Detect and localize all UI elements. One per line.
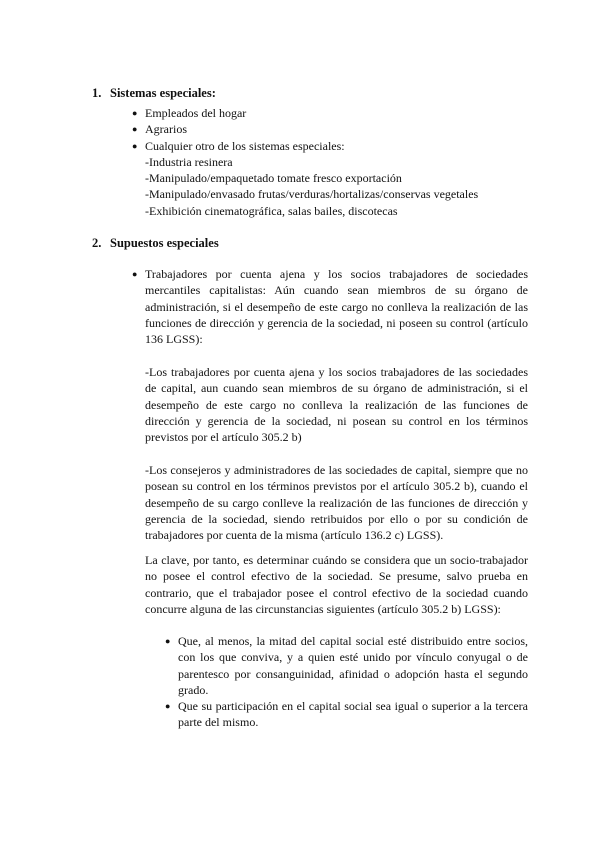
- list-item-text: Cualquier otro de los sistemas especiales:: [145, 138, 345, 153]
- bullet-icon: ●: [132, 140, 138, 151]
- paragraph: -Los consejeros y administradores de las sociedades de capital, siempre que no posean su control en los términos previstos por el artículo 305.2 b), cuando el desempeño de su cargo conlleve la realización de las funciones de dirección y gerencia de la sociedad, siendo retribuidos por ello o por su condición de trabajadores por cuenta de la misma (artículo 136.2 c) LGSS).: [145, 463, 528, 543]
- list-item: [165, 633, 528, 698]
- section-heading-2: [92, 235, 219, 251]
- bullet-paragraph: Trabajadores por cuenta ajena y los socios trabajadores de sociedades mercantiles capitalistas: Aún cuando sean miembros de su órgano de administración, si el desempeño de este cargo no conlleva la realización de las funciones de dirección y gerencia de la sociedad, ni poseen su control (artículo 136 LGSS):: [145, 267, 528, 347]
- list-item-text: Que su participación en el capital social sea igual o superior a la tercera parte del mismo.: [178, 699, 528, 730]
- heading-number: 1.: [92, 86, 102, 100]
- paragraph: -Los trabajadores por cuenta ajena y los socios trabajadores de las sociedades de capital, aun cuando sean miembros de su órgano de administración, si el desempeño de este cargo no conlleva la realización de las funciones de dirección y gerencia de la sociedad, ni posean su control en los términos previstos por el artículo 305.2 b): [145, 365, 528, 445]
- heading-number: 2.: [92, 236, 102, 250]
- list-item-text: Agrarios: [145, 122, 187, 137]
- bullet-icon: ●: [132, 269, 138, 279]
- list-item-text: Empleados del hogar: [145, 106, 247, 120]
- sub-item: -Exhibición cinematográfica, salas bailes, discotecas: [145, 203, 398, 218]
- circumstances-list: [165, 633, 528, 731]
- special-systems-list: [132, 105, 532, 219]
- bullet-icon: ●: [165, 701, 171, 712]
- section-heading-1: [92, 85, 216, 101]
- list-item: [132, 121, 532, 137]
- bullet-icon: ●: [132, 108, 138, 118]
- bullet-icon: ●: [132, 124, 138, 135]
- paragraph: La clave, por tanto, es determinar cuándo se considera que un socio-trabajador no posee el control efectivo de la sociedad. Se presume, salvo prueba en contrario, que el trabajador posee el control efectivo de la sociedad cuando concurre alguna de las circunstancias siguientes (artículo 305.2 b) LGSS):: [145, 553, 528, 616]
- sub-item: -Industria resinera: [145, 154, 233, 169]
- list-item: [132, 105, 532, 121]
- list-item: [165, 698, 528, 731]
- heading-title: Supuestos especiales: [110, 236, 219, 250]
- sub-item: -Manipulado/empaquetado tomate fresco exportación: [145, 171, 402, 186]
- list-item: [132, 138, 532, 154]
- heading-title: Sistemas especiales:: [110, 86, 216, 100]
- bullet-icon: ●: [165, 636, 171, 646]
- sub-item: -Manipulado/envasado frutas/verduras/hortalizas/conservas vegetales: [145, 187, 479, 202]
- list-item-text: Que, al menos, la mitad del capital social esté distribuido entre socios, con los que conviva, y a quien esté unido por vínculo conyugal o de parentesco por consanguinidad, afinidad o adopción hasta el segundo grado.: [178, 634, 528, 697]
